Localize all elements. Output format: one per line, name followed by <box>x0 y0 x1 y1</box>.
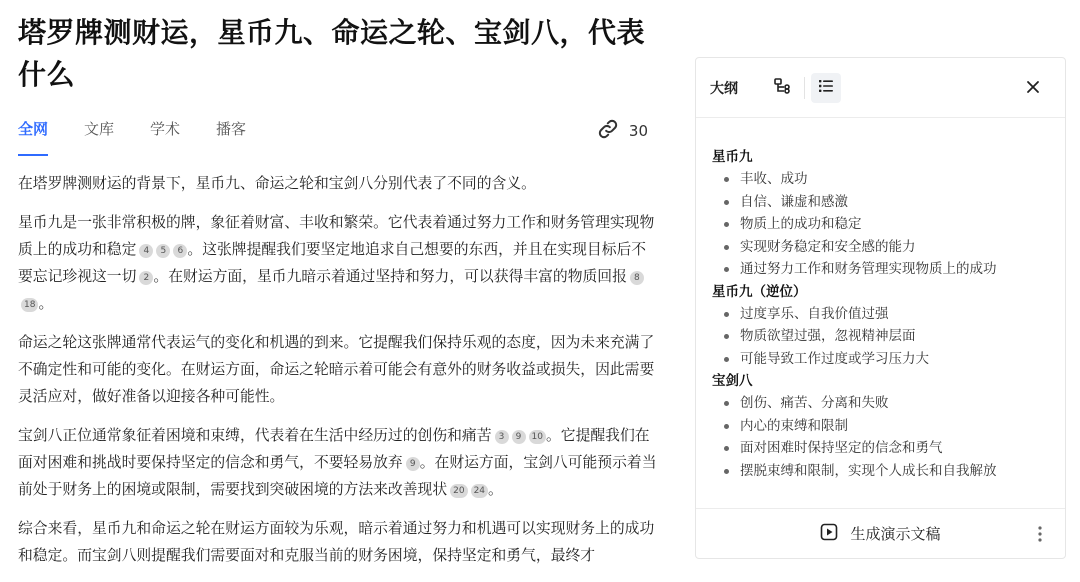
citation-badge[interactable]: 8 <box>630 271 644 285</box>
reference-count: 30 <box>628 122 648 140</box>
outline-item[interactable]: 创伤、痛苦、分离和失败 <box>712 392 1049 415</box>
list-icon <box>816 76 836 100</box>
outline-item[interactable]: 摆脱束缚和限制，实现个人成长和自我解放 <box>712 460 1049 483</box>
answer-paragraph <box>18 329 658 410</box>
paragraph-text: 宝剑八正位通常象征着困境和束缚，代表着在生活中经历过的创伤和痛苦 <box>18 427 492 444</box>
play-icon <box>820 523 850 545</box>
outline-list <box>696 118 1065 482</box>
citation-badge[interactable]: 20 <box>450 484 467 498</box>
close-panel-button[interactable] <box>1019 73 1047 105</box>
close-icon <box>1019 86 1047 105</box>
paragraph-text: 综合来看，星币九和命运之轮在财运方面较为乐观，暗示着通过努力和机遇可以实现财务上的成功和稳定。而宝剑八则提醒我们需要面对和克服当前的财务困境，保持坚定和勇气，最终才 <box>18 520 655 564</box>
tab-library[interactable]: 文库 <box>84 120 115 138</box>
reference-links-button[interactable] <box>597 118 648 144</box>
outline-label: 大纲 <box>710 80 738 97</box>
outline-item[interactable]: 自信、谦虚和感激 <box>712 191 1049 214</box>
outline-item[interactable]: 丰收、成功 <box>712 168 1049 191</box>
answer-paragraph <box>18 170 658 197</box>
citation-badge[interactable]: 3 <box>495 430 509 444</box>
citation-badge[interactable]: 9 <box>406 457 420 471</box>
tab-academic[interactable]: 学术 <box>150 120 181 138</box>
more-vertical-icon <box>1037 528 1043 547</box>
answer-paragraph <box>18 422 658 503</box>
tab-podcast[interactable]: 播客 <box>216 120 247 138</box>
citation-badge[interactable]: 6 <box>173 244 187 258</box>
tab-all[interactable]: 全网 <box>18 120 49 138</box>
mindmap-view-button[interactable] <box>768 73 798 103</box>
outline-section-title[interactable]: 星币九（逆位） <box>712 283 807 300</box>
citation-badge[interactable]: 2 <box>139 271 153 285</box>
answer-paragraph <box>18 209 658 317</box>
outline-item[interactable]: 面对困难时保持坚定的信念和勇气 <box>712 437 1049 460</box>
outline-item[interactable]: 实现财务稳定和安全感的能力 <box>712 236 1049 259</box>
outline-section-title[interactable]: 星币九 <box>712 149 753 165</box>
outline-item[interactable]: 过度享乐、自我价值过强 <box>712 303 1049 326</box>
generate-presentation-button[interactable] <box>820 523 940 545</box>
paragraph-text: 在塔罗牌测财运的背景下，星币九、命运之轮和宝剑八分别代表了不同的含义。 <box>18 175 536 192</box>
citation-badge[interactable]: 18 <box>21 298 38 312</box>
outline-item[interactable]: 物质欲望过强，忽视精神层面 <box>712 325 1049 348</box>
list-view-button[interactable] <box>811 73 841 103</box>
page-title: 塔罗牌测财运，星币九、命运之轮、宝剑八，代表什么 <box>18 16 646 91</box>
link-icon <box>597 118 629 144</box>
paragraph-text: 命运之轮这张牌通常代表运气的变化和机遇的到来。它提醒我们保持乐观的态度，因为未来充满了不确定性和可能的变化。在财运方面，命运之轮暗示着可能会有意外的财务收益或损失，因此需要灵活应对，做好准备以迎接各种可能性。 <box>18 334 655 405</box>
mindmap-icon <box>773 76 793 100</box>
answer-paragraph <box>18 515 658 569</box>
outline-item[interactable]: 可能导致工作过度或学习压力大 <box>712 348 1049 371</box>
paragraph-text: 。它提醒我们在面对困难和挑战时要保持坚定的信念和勇气，不要轻易放弃 <box>18 427 650 471</box>
paragraph-text: 星币九是一张非常积极的牌，象征着财富、丰收和繁荣。它代表着通过努力工作和财务管理实现物质上的成功和稳定 <box>18 214 655 258</box>
generate-presentation-label: 生成演示文稿 <box>850 525 941 543</box>
answer-main <box>18 12 658 569</box>
citation-badge[interactable]: 10 <box>529 430 546 444</box>
paragraph-text: 。在财运方面，宝剑八可能预示着当前处于财务上的困境或限制，需要找到突破困境的方法来改善现状 <box>18 454 657 498</box>
paragraph-text: 。 <box>38 295 54 312</box>
citation-badge[interactable]: 5 <box>156 244 170 258</box>
paragraph-text: 。这张牌提醒我们要坚定地追求自己想要的东西，并且在实现目标后不要忘记珍视这一切 <box>18 241 647 285</box>
outline-footer <box>696 508 1065 558</box>
answer-content <box>18 170 658 569</box>
outline-panel <box>695 57 1066 559</box>
outline-item[interactable]: 物质上的成功和稳定 <box>712 213 1049 236</box>
outline-item[interactable]: 内心的束缚和限制 <box>712 415 1049 438</box>
outline-section-title[interactable]: 宝剑八 <box>712 373 753 389</box>
citation-badge[interactable]: 24 <box>471 484 488 498</box>
header-divider <box>804 77 805 99</box>
paragraph-text: 。 <box>488 481 503 498</box>
outline-item[interactable]: 通过努力工作和财务管理实现物质上的成功 <box>712 258 1049 281</box>
citation-badge[interactable]: 9 <box>512 430 526 444</box>
more-options-button[interactable] <box>1037 525 1043 547</box>
citation-badge[interactable]: 4 <box>139 244 153 258</box>
paragraph-text: 。在财运方面，星币九暗示着通过坚持和努力，可以获得丰富的物质回报 <box>153 268 627 285</box>
source-tabs <box>18 118 658 156</box>
outline-header <box>696 58 1065 118</box>
